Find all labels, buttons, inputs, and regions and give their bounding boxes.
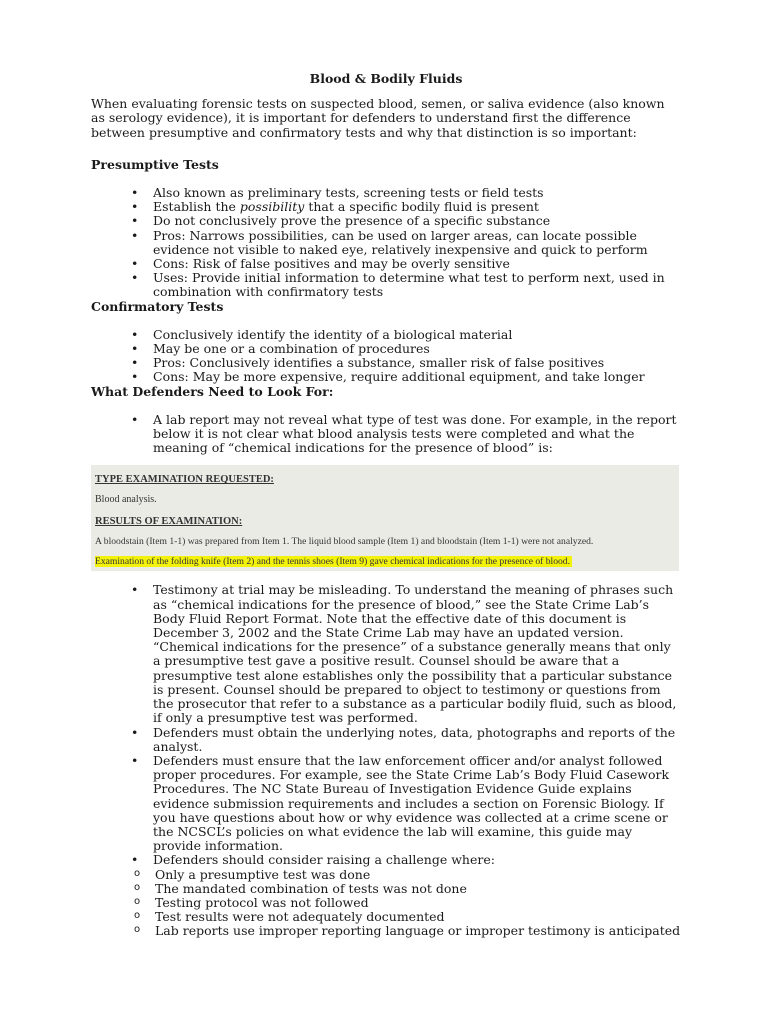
intro-paragraph: When evaluating forensic tests on suspected blood, semen, or saliva evidence (also known as serology evidence), it is important for defenders to understand first the difference between presumptive and confirmatory tests and why that distinction is so important: bbox=[91, 96, 665, 140]
confirmatory-heading: Confirmatory Tests bbox=[91, 298, 224, 314]
excerpt-heading-results: RESULTS OF EXAMINATION: bbox=[95, 516, 243, 528]
list-item: • Pros: Conclusively identifies a substance, smaller risk of false positives bbox=[91, 356, 681, 370]
excerpt-line-bloodstain: A bloodstain (Item 1-1) was prepared from Item 1. The liquid blood sample (Item 1) and bloodstain (Item 1-1) were not analyzed. bbox=[95, 536, 594, 548]
list-item: • Conclusively identify the identity of a biological material bbox=[91, 328, 681, 342]
defenders-list-intro bbox=[91, 413, 681, 456]
document-title: Blood & Bodily Fluids bbox=[309, 71, 463, 86]
sub-list-item: o Test results were not adequately documented bbox=[91, 910, 681, 924]
list-item: • Pros: Narrows possibilities, can be used on larger areas, can locate possible evidence not visible to naked eye, relatively inexpensive and quick to perform bbox=[91, 229, 681, 257]
excerpt-line-blood: Blood analysis. bbox=[95, 494, 157, 506]
list-item: • Cons: May be more expensive, require additional equipment, and take longer bbox=[91, 370, 681, 384]
list-item: • Establish the possibility that a specific bodily fluid is present bbox=[91, 200, 681, 214]
list-item: • Also known as preliminary tests, screening tests or field tests bbox=[91, 186, 681, 200]
list-item: • A lab report may not reveal what type of test was done. For example, in the report below it is not clear what blood analysis tests were completed and what the meaning of “chemical indications for the presence of blood” is: bbox=[91, 413, 681, 456]
excerpt-heading-type: TYPE EXAMINATION REQUESTED: bbox=[95, 474, 274, 486]
list-item: • Do not conclusively prove the presence of a specific substance bbox=[91, 214, 681, 228]
list-item: • Cons: Risk of false positives and may be overly sensitive bbox=[91, 257, 681, 271]
presumptive-heading: Presumptive Tests bbox=[91, 156, 219, 172]
sub-list-item: o Only a presumptive test was done bbox=[91, 868, 681, 882]
defenders-list bbox=[91, 583, 681, 867]
list-item: • Defenders must obtain the underlying notes, data, photographs and reports of the analyst. bbox=[91, 726, 681, 754]
list-item: • May be one or a combination of procedures bbox=[91, 342, 681, 356]
excerpt-highlighted-finding: Examination of the folding knife (Item 2) and the tennis shoes (Item 9) gave chemical indications for the presence of blood. bbox=[95, 556, 571, 568]
confirmatory-list bbox=[91, 328, 681, 385]
presumptive-list bbox=[91, 186, 681, 300]
list-item: • Defenders must ensure that the law enforcement officer and/or analyst followed proper procedures. For example, see the State Crime Lab’s Body Fluid Casework Procedures. The NC State Bureau of Investigation Evidence Guide explains evidence submission requirements and includes a section on Forensic Biology. If you have questions about how or why evidence was collected at a crime scene or the NCSCL’s policies on what evidence the lab will examine, this guide may provide information. bbox=[91, 754, 681, 853]
emphasis: possibility bbox=[239, 199, 305, 215]
sub-list-item: o Lab reports use improper reporting language or improper testimony is anticipated bbox=[91, 924, 681, 938]
lab-report-excerpt-image bbox=[91, 465, 679, 571]
sub-list-item: o The mandated combination of tests was not done bbox=[91, 882, 681, 896]
defenders-heading: What Defenders Need to Look For: bbox=[91, 383, 334, 399]
challenge-sublist bbox=[91, 868, 681, 939]
list-item: • Testimony at trial may be misleading. To understand the meaning of phrases such as “chemical indications for the presence of blood,” see the State Crime Lab’s Body Fluid Report Format. Note that the effective date of this document is December 3, 2002 and the State Crime Lab may have an updated version. “Chemical indications for the presence” of a substance generally means that only a presumptive test gave a positive result. Counsel should be aware that a presumptive test alone establishes only the possibility that a particular substance is present. Counsel should be prepared to object to testimony or questions from the prosecutor that refer to a substance as a particular bodily fluid, such as blood, if only a presumptive test was performed. bbox=[91, 583, 681, 725]
sub-list-item: o Testing protocol was not followed bbox=[91, 896, 681, 910]
list-item: • Defenders should consider raising a challenge where: bbox=[91, 853, 681, 867]
document-body bbox=[91, 72, 681, 939]
list-item: • Uses: Provide initial information to determine what test to perform next, used in combination with confirmatory tests bbox=[91, 271, 681, 299]
